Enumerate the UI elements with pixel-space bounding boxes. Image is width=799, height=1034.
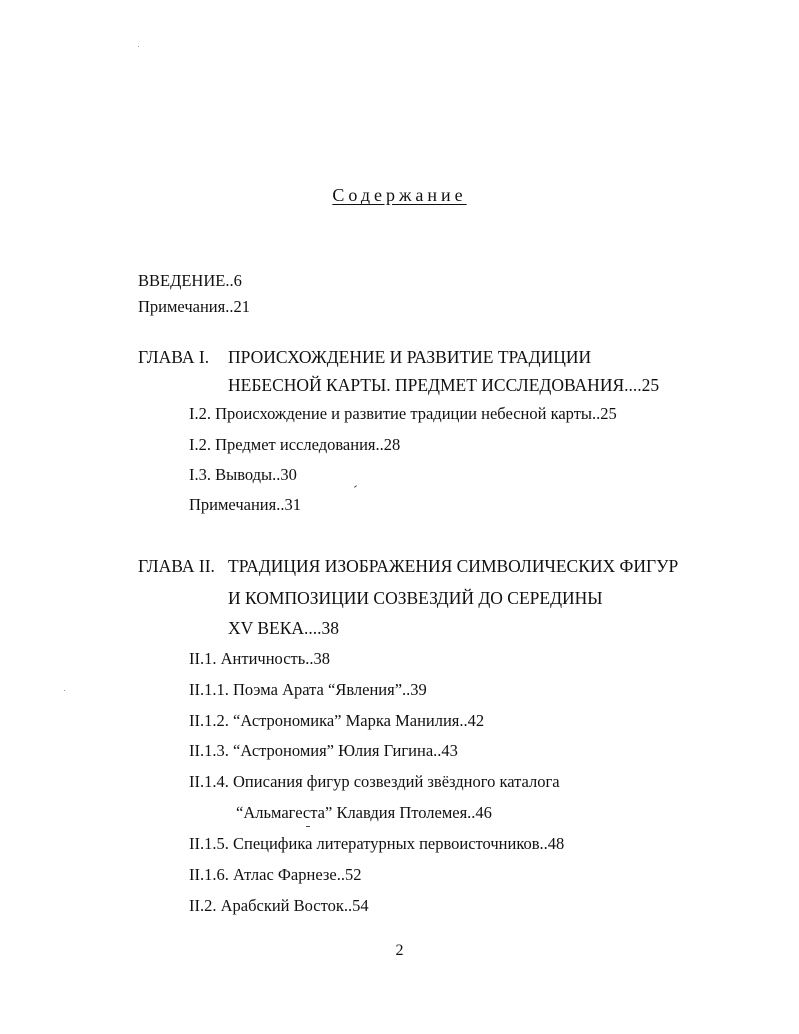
chapter-2-title-line2: И КОМПОЗИЦИИ СОЗВЕЗДИЙ ДО СЕРЕДИНЫ — [228, 588, 603, 608]
toc-item: II.1.4. Описания фигур созвездий звёздного каталога — [189, 772, 560, 791]
page-number: 2 — [395, 942, 404, 959]
toc-item: II.1. Античность..38 — [189, 649, 330, 668]
chapter-1-heading — [138, 346, 591, 368]
chapter-2-heading — [138, 555, 678, 577]
toc-item: I.2. Происхождение и развитие традиции небесной карты..25 — [189, 404, 617, 423]
toc-item: II.1.3. “Астрономия” Юлия Гигина..43 — [189, 741, 458, 760]
toc-item: II.2. Арабский Восток..54 — [189, 896, 369, 915]
toc-item: II.1.6. Атлас Фарнезе..52 — [189, 865, 362, 884]
toc-item-continuation: “Альмагеста” Клавдия Птолемея..46 — [236, 803, 492, 822]
chapter-1-number: ГЛАВА I. — [138, 347, 210, 367]
toc-item: II.1.5. Специфика литературных первоисточников..48 — [189, 834, 565, 853]
toc-item: II.1.1. Поэма Арата “Явления”..39 — [189, 680, 427, 699]
chapter-1-title-line2: НЕБЕСНОЙ КАРТЫ. ПРЕДМЕТ ИССЛЕДОВАНИЯ....25 — [228, 375, 660, 395]
scan-speck — [306, 826, 310, 827]
toc-item: I.3. Выводы..30 — [189, 465, 297, 484]
page-title — [0, 185, 799, 206]
toc-intro-notes: Примечания..21 — [138, 297, 250, 316]
toc-item: II.1.2. “Астрономика” Марка Манилия..42 — [189, 711, 485, 730]
chapter-2-title-line3: XV ВЕКА....38 — [228, 618, 340, 638]
toc-item: Примечания..31 — [189, 495, 301, 514]
chapter-2-number: ГЛАВА II. — [138, 556, 215, 576]
toc-intro: ВВЕДЕНИЕ..6 — [138, 271, 242, 290]
scan-speck — [354, 485, 357, 488]
chapter-2-title-line1: ТРАДИЦИЯ ИЗОБРАЖЕНИЯ СИМВОЛИЧЕСКИХ ФИГУР — [228, 556, 679, 576]
toc-item: I.2. Предмет исследования..28 — [189, 435, 401, 454]
title-text: Содержание — [332, 185, 467, 205]
scan-speck — [138, 46, 139, 47]
chapter-1-title-line1: ПРОИСХОЖДЕНИЕ И РАЗВИТИЕ ТРАДИЦИИ — [228, 347, 592, 367]
scan-speck — [64, 690, 65, 691]
